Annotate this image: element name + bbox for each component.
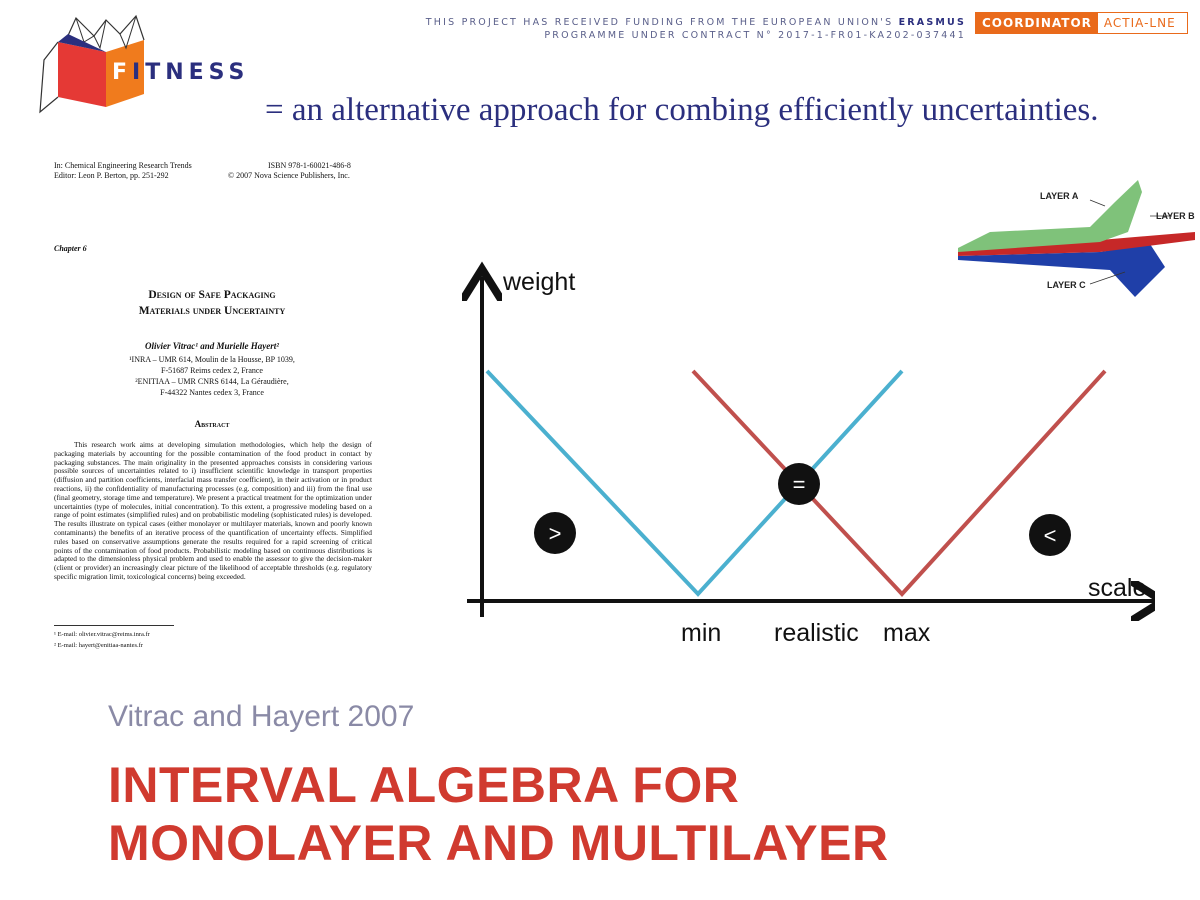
paper-source-left-2: Editor: Leon P. Berton, pp. 251-292 xyxy=(54,171,169,180)
greater-than-symbol: > xyxy=(548,521,562,546)
tick-min: min xyxy=(681,619,722,647)
paper-title xyxy=(36,287,388,319)
paper-aff-2: F-51687 Reims cedex 2, France xyxy=(161,366,263,375)
blue-v-line xyxy=(487,371,902,594)
funding-notice xyxy=(426,16,966,42)
equals-marker xyxy=(778,463,820,505)
funding-line1: THIS PROJECT HAS RECEIVED FUNDING FROM THE EUROPEAN UNION'S xyxy=(425,17,899,28)
less-than-marker xyxy=(1029,514,1071,556)
layer-c-label: LAYER C xyxy=(1047,280,1086,290)
funding-line2: PROGRAMME UNDER CONTRACT N° 2017-1-FR01-KA202-037441 xyxy=(544,30,966,41)
paper-aff-1: ¹INRA – UMR 614, Moulin de la Housse, BP 1039, xyxy=(129,355,295,364)
paper-footnote-2: ² E-mail: hayert@enitiaa-nantes.fr xyxy=(54,642,143,649)
paper-thumbnail xyxy=(36,143,388,669)
paper-source-right-1: ISBN 978-1-60021-486-8 xyxy=(268,161,351,170)
slide-title-line2: MONOLAYER AND MULTILAYER xyxy=(108,815,889,871)
paper-abstract-heading: Abstract xyxy=(194,419,230,429)
equals-symbol: = xyxy=(792,472,806,497)
tick-max: max xyxy=(883,619,931,647)
paper-source-right-2: © 2007 Nova Science Publishers, Inc. xyxy=(228,171,350,180)
paper-source-left-1: In: Chemical Engineering Research Trends xyxy=(54,161,192,170)
coordinator-badge xyxy=(975,12,1188,34)
tick-realistic: realistic xyxy=(774,619,859,647)
greater-than-marker xyxy=(534,512,576,554)
citation: Vitrac and Hayert 2007 xyxy=(108,700,415,733)
paper-affiliations xyxy=(36,354,388,398)
logo-letter-f: F xyxy=(112,60,133,85)
paper-title-line1: Design of Safe Packaging xyxy=(148,289,276,301)
paper-authors: Olivier Vitrac¹ and Murielle Hayert² xyxy=(145,341,279,351)
paper-aff-3: ²ENITIAA – UMR CNRS 6144, La Géraudière, xyxy=(135,377,289,386)
coordinator-name: ACTIA-LNE xyxy=(1103,16,1176,30)
x-axis-label: scale xyxy=(1088,574,1147,602)
red-v-line xyxy=(693,371,1105,594)
slide-subtitle: = an alternative approach for combing efficiently uncertainties. xyxy=(265,92,1099,128)
slide-title xyxy=(108,756,889,872)
logo-letters: ITNESS xyxy=(132,60,250,85)
paper-chapter: Chapter 6 xyxy=(54,244,87,253)
slide-title-line1: INTERVAL ALGEBRA FOR xyxy=(108,757,740,813)
coordinator-label: COORDINATOR xyxy=(976,13,1098,33)
less-than-symbol: < xyxy=(1043,523,1057,548)
paper-title-line2: Materials under Uncertainty xyxy=(138,305,286,317)
paper-footnote-rule xyxy=(54,625,174,626)
weight-scale-diagram xyxy=(455,255,1155,655)
paper-footnote-1: ¹ E-mail: olivier.vitrac@reims.inra.fr xyxy=(54,631,150,638)
y-axis-label: weight xyxy=(503,268,576,296)
layer-a-label: LAYER A xyxy=(1040,191,1079,201)
funding-erasmus: ERASMUS xyxy=(898,17,966,28)
logo-wordmark xyxy=(112,60,249,85)
paper-aff-4: F-44322 Nantes cedex 3, France xyxy=(160,388,264,397)
layer-b-label: LAYER B xyxy=(1156,211,1195,221)
paper-abstract: This research work aims at developing simulation methodologies, which help the design of packaging materials by accounting for the possible contamination of the food product in contact by packaging substances. The main originality in the presented approaches consists in considering various possible sources of uncertainties related to i) insufficient scientific knowledge in transport properties (diffusion and partition coefficients, interfacial mass transfer coefficient), in their activation or in product reactions, ii) the confidentiality of manufacturing processes (e.g. composition) and iii) from the final use (final geometry, storage time and temperature). We present a practical treatment for the optimization under uncertainties (type of molecules, initial concentration). To this extent, a progressive modeling based on a range of point estimates (simplified rules) and on probabilistic modeling (sophisticated rules) is developed. The results illustrate on typical cases (either monolayer or multilayer materials, known and poorly known contaminants) the benefits of an iterative process of the quantification of uncertainty effects. Simplified rules based on conservative assumptions generate the results required for a rapid screening of critical points of the contamination of food products. Probabilistic modeling based on continuous distributions is adapted to the dimensionless physical problem and used to enable the assessor to give the decision-maker (client or provider) an increasingly clear picture of the likelihood of acceptable thresholds (e.g. regulatory specific migration limit, toxicological concerns) being exceeded. xyxy=(54,440,372,581)
